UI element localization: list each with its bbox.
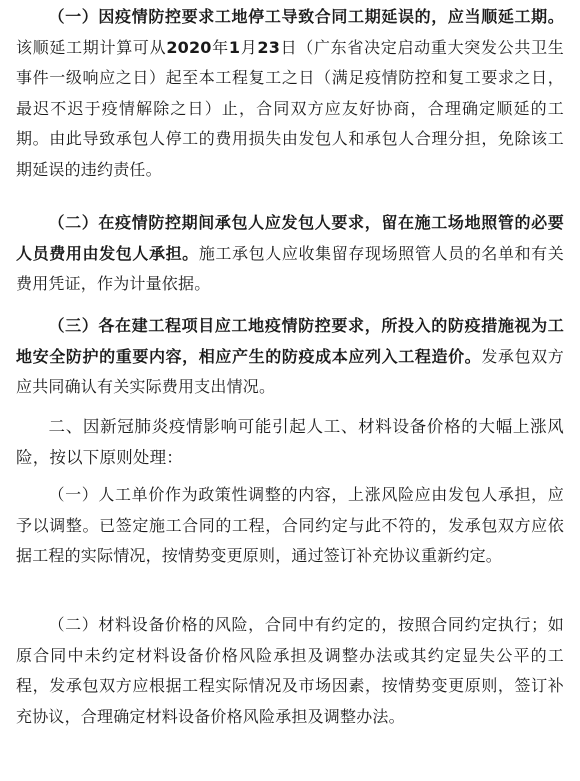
paragraph-epidemic-cost xyxy=(16,311,564,403)
section-heading-price-risk: 二、因新冠肺炎疫情影响可能引起人工、材料设备价格的大幅上涨风险，按以下原则处理： xyxy=(16,417,564,467)
paragraph-heading: （一）因疫情防控要求工地停工导致合同工期延误的，应当顺延工期。 xyxy=(48,7,564,26)
month-value: 1 xyxy=(228,37,241,57)
paragraph-heading: （三）各在建工程项目应工地疫情防控要求，所投入的防疫措施视为工地安全防护的重要内容，相应产生的防疫成本应列入工程造价。 xyxy=(16,316,564,366)
year-value: 2020 xyxy=(166,37,212,57)
day-value: 23 xyxy=(257,37,281,57)
paragraph-text: 该顺延工期计算可从 xyxy=(16,37,167,57)
paragraph-text: 施工承包人应收集留存现场照管人员的名单和有关费用凭证，作为计量依据。 xyxy=(16,243,565,294)
paragraph-work-suspension: （一）因疫情防控要求工地停工导致合同工期延误的，应当顺延工期。该顺延工期计算可从2020年1月23日（广东省决定启动重大突发公共卫生事件一级响应之日）起至本工程复工之日（满足疫情防控和复工要求之日，最迟不迟于疫情解除之日）止，合同双方应友好协商，合理确定顺延的工期。由此导致承包人停工的费用损失由发包人和承包人合理分担，免除该工期延误的违约责任。 xyxy=(16,7,564,179)
paragraph-material-price: （二）材料设备价格的风险，合同中有约定的，按照合同约定执行；如原合同中未约定材料设备价格风险承担及调整办法或其约定显失公平的工程，发承包双方应根据工程实际情况及市场因素，按情势变更原则，签订补充协议，合理确定材料设备价格风险承担及调整办法。 xyxy=(16,615,564,726)
paragraph-onsite-staff xyxy=(16,208,564,300)
paragraph-labor-price: （一）人工单价作为政策性调整的内容，上涨风险应由发包人承担，应予以调整。已签定施工合同的工程，合同约定与此不符的，发承包双方应依据工程的实际情况，按情势变更原则，通过签订补充协议重新约定。 xyxy=(16,485,564,566)
paragraph-heading: （二）在疫情防控期间承包人应发包人要求，留在施工场地照管的必要人员费用由发包人承担。 xyxy=(16,213,564,263)
paragraph-text: 发承包双方应共同确认有关实际费用支出情况。 xyxy=(16,346,564,397)
